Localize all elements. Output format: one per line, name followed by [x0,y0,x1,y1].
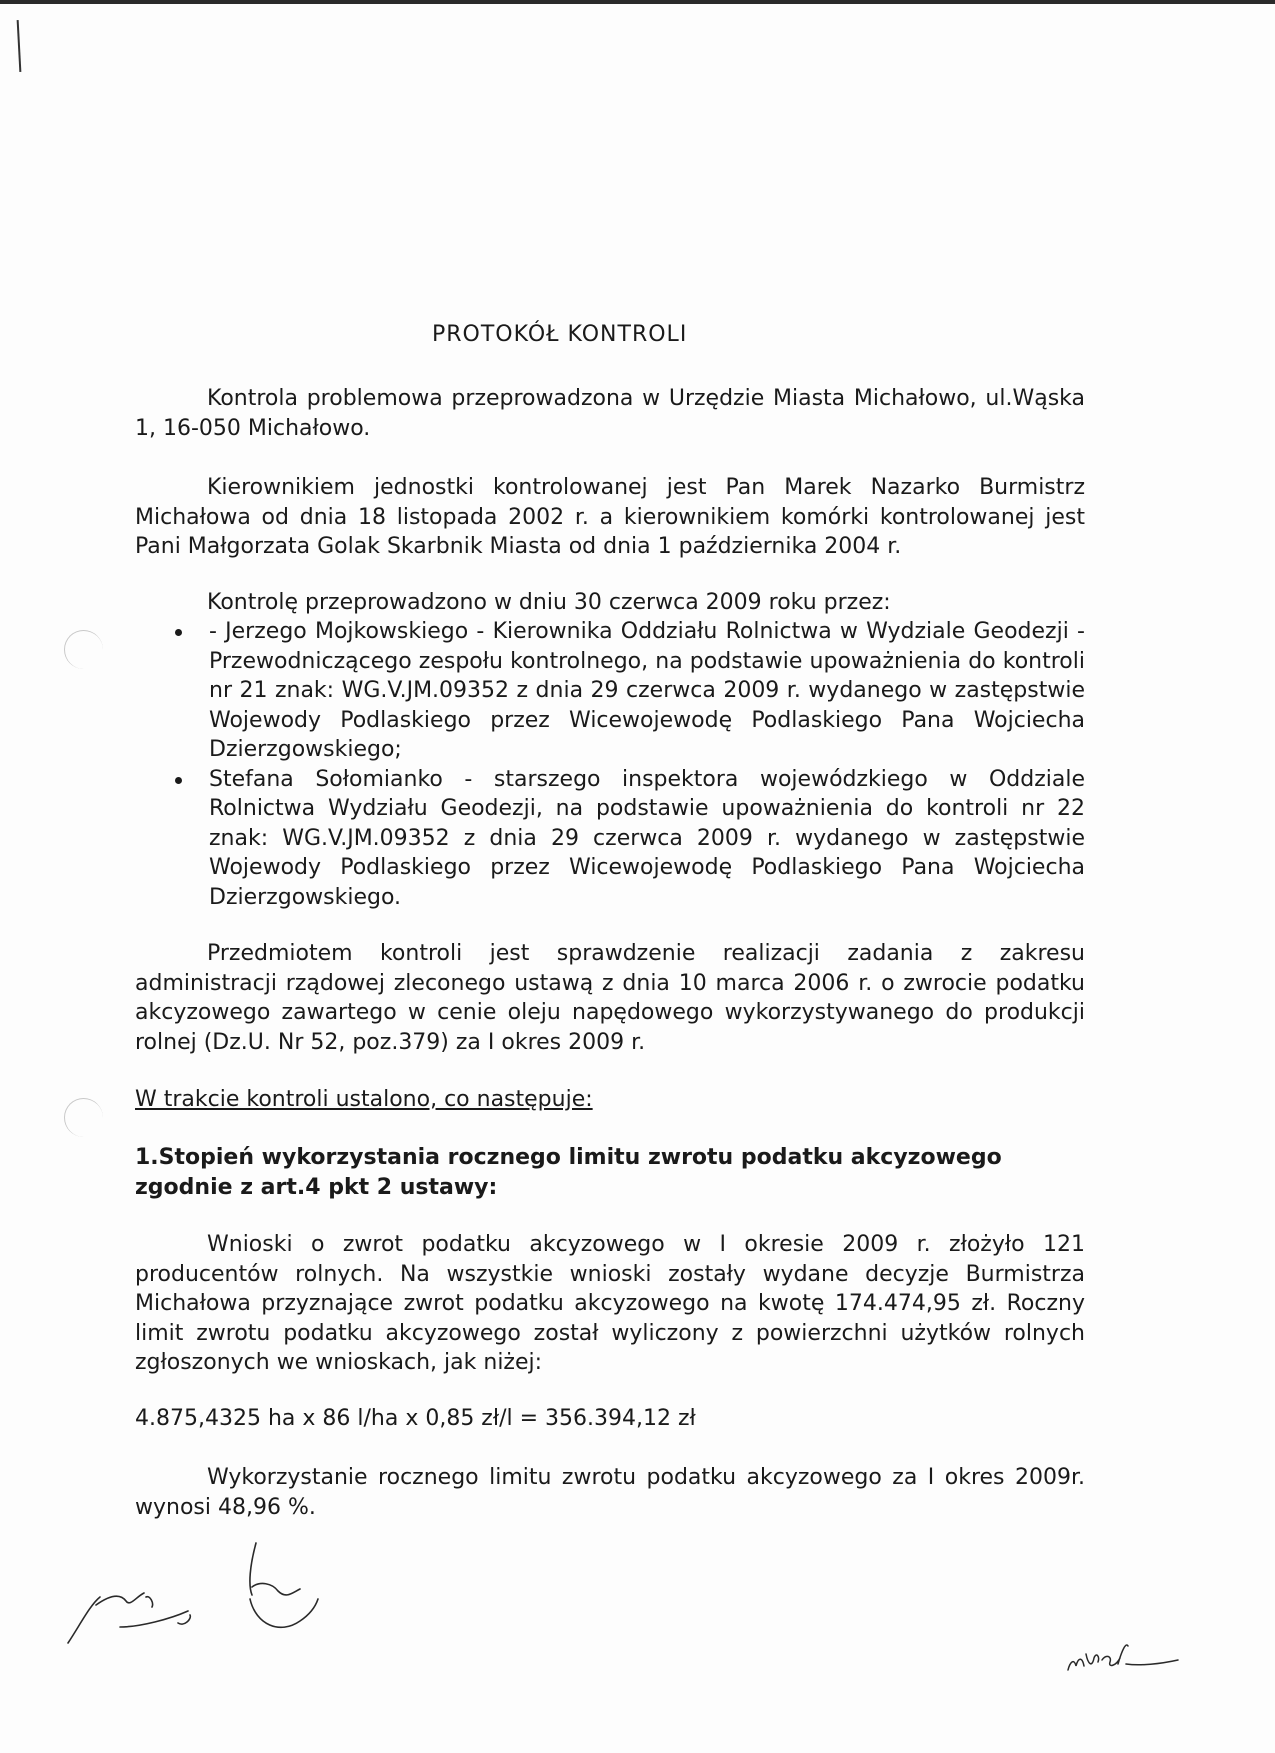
inspector-text: - Jerzego Mojkowskiego - Kierownika Oddziału Rolnictwa w Wydziale Geodezji - Przewodniczącego zespołu kontrolnego, na podstawie upoważnienia do kontroli nr 21 znak: WG.V.JM.09352 z dnia 29 czerwca 2009 r. wydanego w zastępstwie Wojewody Podlaskiego przez Wicewojewodę Podlaskiego Pana Wojciecha Dzierzgowskiego; [209,619,1085,762]
punch-hole-mark [64,630,103,669]
management-paragraph: Kierownikiem jednostki kontrolowanej jest Pan Marek Nazarko Burmistrz Michałowa od dnia 18 listopada 2002 r. a kierownikiem komórki kontrolowanej jest Pani Małgorzata Golak Skarbnik Miasta od dnia 1 października 2004 r. [135,475,1085,559]
scan-left-mark [17,20,22,72]
findings-heading: W trakcie kontroli ustalono, co następuje: [135,1087,593,1112]
inspection-intro: Kontrolę przeprowadzono w dniu 30 czerwca 2009 roku przez: [207,590,891,615]
scan-top-edge [0,0,1275,4]
list-item [135,617,1085,765]
punch-hole-mark [64,1098,103,1137]
inspector-text: Stefana Sołomianko - starszego inspektora wojewódzkiego w Oddziale Rolnictwa Wydziału Geodezji, na podstawie upoważnienia do kontroli nr 22 znak: WG.V.JM.09352 z dnia 29 czerwca 2009 r. wydanego w zastępstwie Wojewody Podlaskiego przez Wicewojewodę Podlaskiego Pana Wojciecha Dzierzgowskiego. [209,766,1085,910]
list-item [135,765,1085,913]
subject-paragraph: Przedmiotem kontroli jest sprawdzenie realizacji zadania z zakresu administracji rządowej zleconego ustawą z dnia 10 marca 2006 r. o zwrocie podatku akcyzowego zawartego w cenie oleju napędowego wykorzystywanego do produkcji rolnej (Dz.U. Nr 52, poz.379) za I okres 2009 r. [135,941,1085,1055]
section1-paragraph: Wnioski o zwrot podatku akcyzowego w I okresie 2009 r. złożyło 121 producentów rolnych. Na wszystkie wnioski zostały wydane decyzje Burmistrza Michałowa przyznające zwrot podatku akcyzowego na kwotę 174.474,95 zł. Roczny limit zwrotu podatku akcyzowego został wyliczony z powierzchni użytków rolnych zgłoszonych we wnioskach, jak niżej: [135,1232,1085,1375]
document-title: PROTOKÓŁ KONTROLI [432,322,688,347]
section1-heading: 1.Stopień wykorzystania rocznego limitu zwrotu podatku akcyzowego zgodnie z art.4 pkt 2 ustawy: [135,1145,1002,1200]
inspectors-list [135,617,1085,912]
signature-left-icon [60,1535,360,1655]
limit-formula: 4.875,4325 ha x 86 l/ha x 0,85 zł/l = 356.394,12 zł [135,1406,696,1431]
usage-paragraph: Wykorzystanie rocznego limitu zwrotu podatku akcyzowego za I okres 2009r. wynosi 48,96 %. [135,1465,1085,1520]
signature-right-icon [1060,1630,1190,1680]
intro-paragraph: Kontrola problemowa przeprowadzona w Urzędzie Miasta Michałowo, ul.Wąska 1, 16-050 Michałowo. [135,386,1085,441]
bullet-icon [175,777,182,784]
bullet-icon [175,629,182,636]
